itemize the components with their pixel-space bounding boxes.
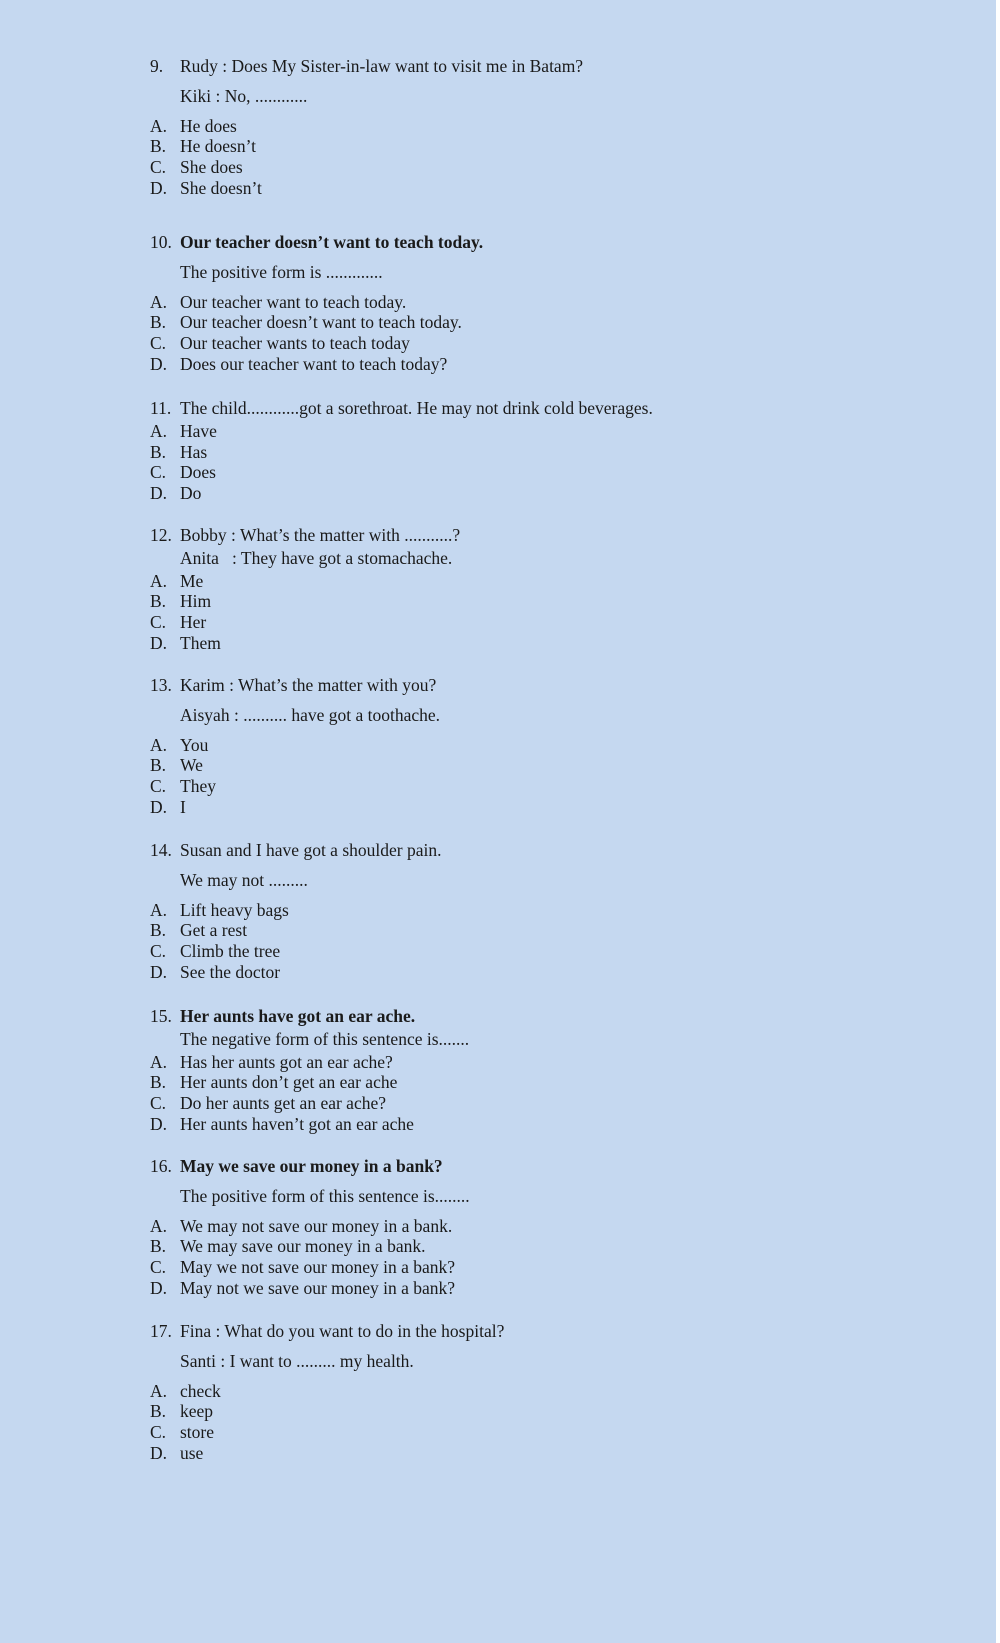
option-a[interactable]: A. Our teacher want to teach today. [150, 291, 407, 312]
option-d[interactable]: D. She doesn’t [150, 177, 262, 198]
question-17 [150, 1321, 970, 1464]
option-d[interactable]: D. Do [150, 483, 202, 504]
options-list [150, 116, 970, 199]
option-b[interactable]: B. Her aunts don’t get an ear ache [150, 1072, 398, 1093]
question-number: 10. [150, 232, 172, 252]
question-prompt: The positive form is ............. [180, 261, 383, 282]
question-prompt: We may not ......... [180, 869, 308, 890]
question-text: Fina : What do you want to do in the hospital? [180, 1321, 505, 1341]
question-prompt: Anita : They have got a stomachache. [180, 547, 453, 568]
question-text: Rudy : Does My Sister-in-law want to visit me in Batam? [180, 56, 584, 76]
question-text: Bobby : What’s the matter with ...........? [180, 525, 461, 545]
options-list [150, 900, 970, 983]
option-c[interactable]: C. She does [150, 157, 243, 178]
question-number: 15. [150, 1006, 172, 1026]
options-list [150, 1052, 970, 1135]
option-c[interactable]: C. Does [150, 462, 216, 483]
option-b[interactable]: B. Our teacher doesn’t want to teach today. [150, 312, 462, 333]
option-a[interactable]: A. He does [150, 115, 237, 136]
question-13 [150, 675, 970, 818]
options-list [150, 421, 970, 504]
option-a[interactable]: A. Lift heavy bags [150, 899, 289, 920]
options-list [150, 1216, 970, 1299]
option-b[interactable]: B. Him [150, 591, 212, 612]
question-number: 14. [150, 840, 172, 860]
option-c[interactable]: C. Her [150, 612, 207, 633]
question-prompt: Kiki : No, ............ [180, 85, 308, 106]
question-text: Our teacher doesn’t want to teach today. [180, 232, 484, 252]
option-c[interactable]: C. Do her aunts get an ear ache? [150, 1093, 387, 1114]
question-text: Her aunts have got an ear ache. [180, 1006, 416, 1026]
question-text: May we save our money in a bank? [180, 1156, 443, 1176]
option-b[interactable]: B. We may save our money in a bank. [150, 1236, 426, 1257]
option-d[interactable]: D. Her aunts haven’t got an ear ache [150, 1113, 414, 1134]
option-c[interactable]: C. They [150, 776, 216, 797]
option-b[interactable]: B. Has [150, 441, 208, 462]
option-c[interactable]: C. May we not save our money in a bank? [150, 1257, 456, 1278]
option-a[interactable]: A. Has her aunts got an ear ache? [150, 1051, 393, 1072]
option-d[interactable]: D. I [150, 796, 186, 817]
question-12 [150, 525, 970, 654]
option-d[interactable]: D. See the doctor [150, 961, 281, 982]
option-d[interactable]: D. Does our teacher want to teach today? [150, 353, 448, 374]
question-text: Susan and I have got a shoulder pain. [180, 840, 442, 860]
question-16 [150, 1156, 970, 1299]
options-list [150, 735, 970, 818]
question-text: Karim : What’s the matter with you? [180, 675, 437, 695]
option-c[interactable]: C. store [150, 1422, 215, 1443]
question-14 [150, 840, 970, 983]
option-c[interactable]: C. Climb the tree [150, 941, 281, 962]
option-b[interactable]: B. Get a rest [150, 920, 248, 941]
question-number: 9. [150, 56, 164, 76]
option-a[interactable]: A. You [150, 734, 209, 755]
question-number: 16. [150, 1156, 172, 1176]
question-number: 13. [150, 675, 172, 695]
question-prompt: Santi : I want to ......... my health. [180, 1350, 414, 1371]
option-a[interactable]: A. check [150, 1380, 221, 1401]
question-number: 12. [150, 525, 172, 545]
options-list [150, 1381, 970, 1464]
option-d[interactable]: D. Them [150, 632, 221, 653]
question-prompt: The negative form of this sentence is....... [180, 1028, 470, 1049]
options-list [150, 571, 970, 654]
question-15 [150, 1006, 970, 1135]
option-d[interactable]: D. May not we save our money in a bank? [150, 1277, 456, 1298]
question-text: The child............got a sorethroat. He may not drink cold beverages. [180, 398, 653, 418]
question-11 [150, 398, 970, 504]
option-c[interactable]: C. Our teacher wants to teach today [150, 333, 410, 354]
options-list [150, 292, 970, 375]
option-b[interactable]: B. He doesn’t [150, 136, 256, 157]
question-number: 17. [150, 1321, 172, 1341]
question-9 [150, 56, 970, 199]
question-prompt: Aisyah : .......... have got a toothache. [180, 704, 441, 725]
option-b[interactable]: B. keep [150, 1401, 214, 1422]
option-d[interactable]: D. use [150, 1442, 204, 1463]
question-prompt: The positive form of this sentence is........ [180, 1185, 470, 1206]
option-b[interactable]: B. We [150, 755, 203, 776]
question-number: 11. [150, 398, 172, 418]
option-a[interactable]: A. Have [150, 420, 217, 441]
option-a[interactable]: A. Me [150, 570, 204, 591]
question-10 [150, 232, 970, 375]
option-a[interactable]: A. We may not save our money in a bank. [150, 1215, 453, 1236]
